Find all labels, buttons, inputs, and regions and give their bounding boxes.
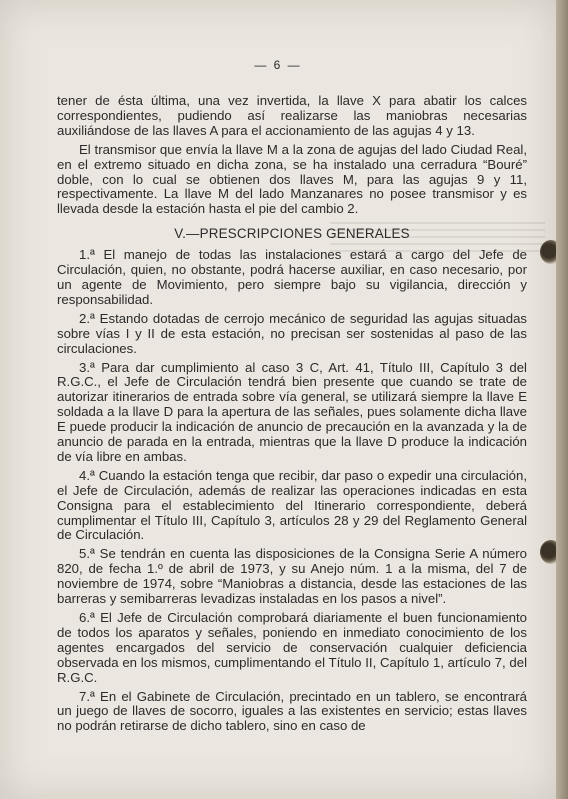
page-number: — 6 —: [254, 58, 302, 72]
section-title: V.—PRESCRIPCIONES GENERALES: [174, 226, 410, 242]
prescription-2: 2.ª Estando dotadas de cerrojo mecánico de seguridad las agujas situadas sobre vías I y II de esta estación, no precisan ser sostenidas al paso de las circulaciones.: [57, 310, 527, 356]
prescription-3: 3.ª Para dar cumplimiento al caso 3 C, Art. 41, Título III, Capítulo 3 del R.G.C., el Jefe de Circulación tendrá bien presente que cuando se trate de autorizar itinerarios de entrada sobre vía general, se utilizará siempre la llave E soldada a la llave D para la apertura de las señales, pues solamente dicha llave E puede producir la indicación de anuncio de precaución en la avanzada y la de anuncio de parada en la entrada, mientras que la llave D produce la indicación de vía libre en ambas.: [57, 359, 527, 464]
body-text: [57, 94, 527, 738]
intro-paragraph: tener de ésta última, una vez invertida, la llave X para abatir los calces correspondientes, pudiendo así realizarse las maniobras necesarias auxiliándose de las llaves A para el accionamiento de las agujas 4 y 13.: [57, 93, 527, 138]
page-edge: [556, 0, 568, 799]
prescription-4: 4.ª Cuando la estación tenga que recibir, dar paso o expedir una circulación, el Jefe de Circulación, además de realizar las operaciones indicadas en esta Consigna para el establecimiento del Itinerario correspondiente, deberá cumplimentar el Título III, Capítulo 3, artículos 28 y 29 del Reglamento General de Circulación.: [57, 467, 527, 543]
prescription-7: 7.ª En el Gabinete de Circulación, precintado en un tablero, se encontrará un juego de llaves de socorro, iguales a las existentes en servicio; estas llaves no podrán retirarse de dicho tablero, sino en caso de: [57, 688, 527, 734]
intro-paragraph: El transmisor que envía la llave M a la zona de agujas del lado Ciudad Real, en el extremo situado en dicha zona, se ha instalado una cerradura “Bouré” doble, con lo cual se obtienen dos llaves M, para las agujas 9 y 11, respectivamente. La llave M del lado Manzanares no posee transmisor y es llevada desde la estación hasta el pie del cambio 2.: [57, 141, 527, 217]
prescription-5: 5.ª Se tendrán en cuenta las disposiciones de la Consigna Serie A número 820, de fecha 1.º de abril de 1973, y su Anejo núm. 1 a la misma, del 7 de noviembre de 1974, sobre “Maniobras a distancia, desde las estaciones de las barreras y semibarreras levadizas instaladas en los pasos a nivel”.: [57, 546, 527, 607]
prescription-6: 6.ª El Jefe de Circulación comprobará diariamente el buen funcionamiento de todos los aparatos y señales, poniendo en inmediato conocimiento de los agentes encargados del servicio de conservación cualquier deficiencia observada en los mismos, cumplimentando el Título II, Capítulo 1, artículo 7, del R.G.C.: [57, 610, 527, 685]
prescription-1: 1.ª El manejo de todas las instalaciones estará a cargo del Jefe de Circulación, quien, no obstante, podrá hacerse auxiliar, en caso necesario, por un agente de Movimiento, pero siempre bajo su vigilancia, dirección y responsabilidad.: [57, 247, 527, 307]
